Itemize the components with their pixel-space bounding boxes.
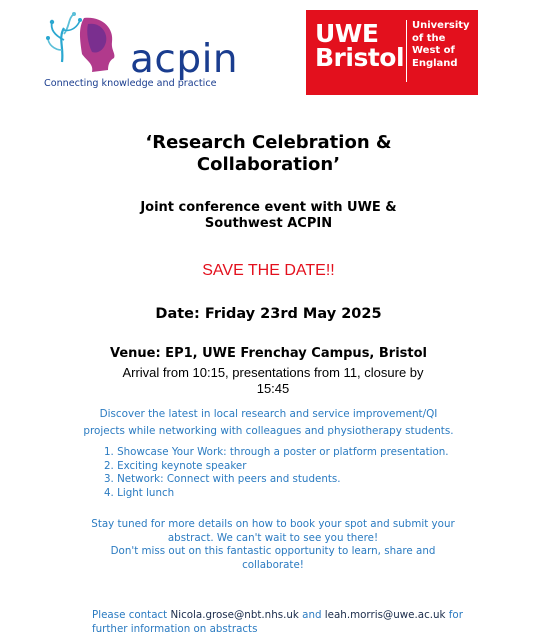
list-item: 3. Network: Connect with peers and students.: [104, 473, 341, 485]
contact-email-leah[interactable]: leah.morris@uwe.ac.uk: [324, 609, 446, 621]
uwe-logo-subtext: University of the West of England: [412, 20, 470, 69]
event-subtitle: Joint conference event with UWE & Southwest ACPIN: [140, 200, 397, 231]
uwe-bristol-logo: [306, 10, 478, 95]
acpin-tagline: Connecting knowledge and practice: [44, 78, 217, 89]
stay-tuned-text: Stay tuned for more details on how to book your spot and submit your abstract. We can't wait to see you there! Don't miss out on this fantastic opportunity to learn, share and collaborate!: [91, 518, 455, 571]
contact-email-nicola[interactable]: Nicola.grose@nbt.nhs.uk: [170, 609, 299, 621]
acpin-logo: [44, 10, 244, 95]
uwe-logo-main: UWE Bristol: [315, 19, 405, 72]
highlights-list: [104, 446, 449, 500]
event-arrival-times: Arrival from 10:15, presentations from 11, closure by 15:45: [122, 365, 424, 396]
event-title: ‘Research Celebration & Collaboration’: [145, 132, 392, 175]
event-venue: Venue: EP1, UWE Frenchay Campus, Bristol: [109, 346, 428, 361]
acpin-wordmark: acpin: [130, 37, 239, 82]
save-the-date: SAVE THE DATE!!: [202, 262, 335, 279]
contact-info: Please contact Nicola.grose@nbt.nhs.uk and leah.morris@uwe.ac.uk for further information on abstracts: [92, 609, 463, 635]
list-item: 2. Exciting keynote speaker: [104, 459, 247, 472]
event-date: Date: Friday 23rd May 2025: [155, 306, 382, 322]
list-item: 4. Light lunch: [104, 486, 175, 499]
uwe-logo-divider: [406, 20, 407, 82]
acpin-emblem-icon: [44, 10, 126, 78]
discover-text: Discover the latest in local research and service improvement/QI projects while networking with colleagues and physiotherapy students.: [83, 408, 454, 437]
list-item: 1. Showcase Your Work: through a poster or platform presentation.: [104, 446, 449, 458]
